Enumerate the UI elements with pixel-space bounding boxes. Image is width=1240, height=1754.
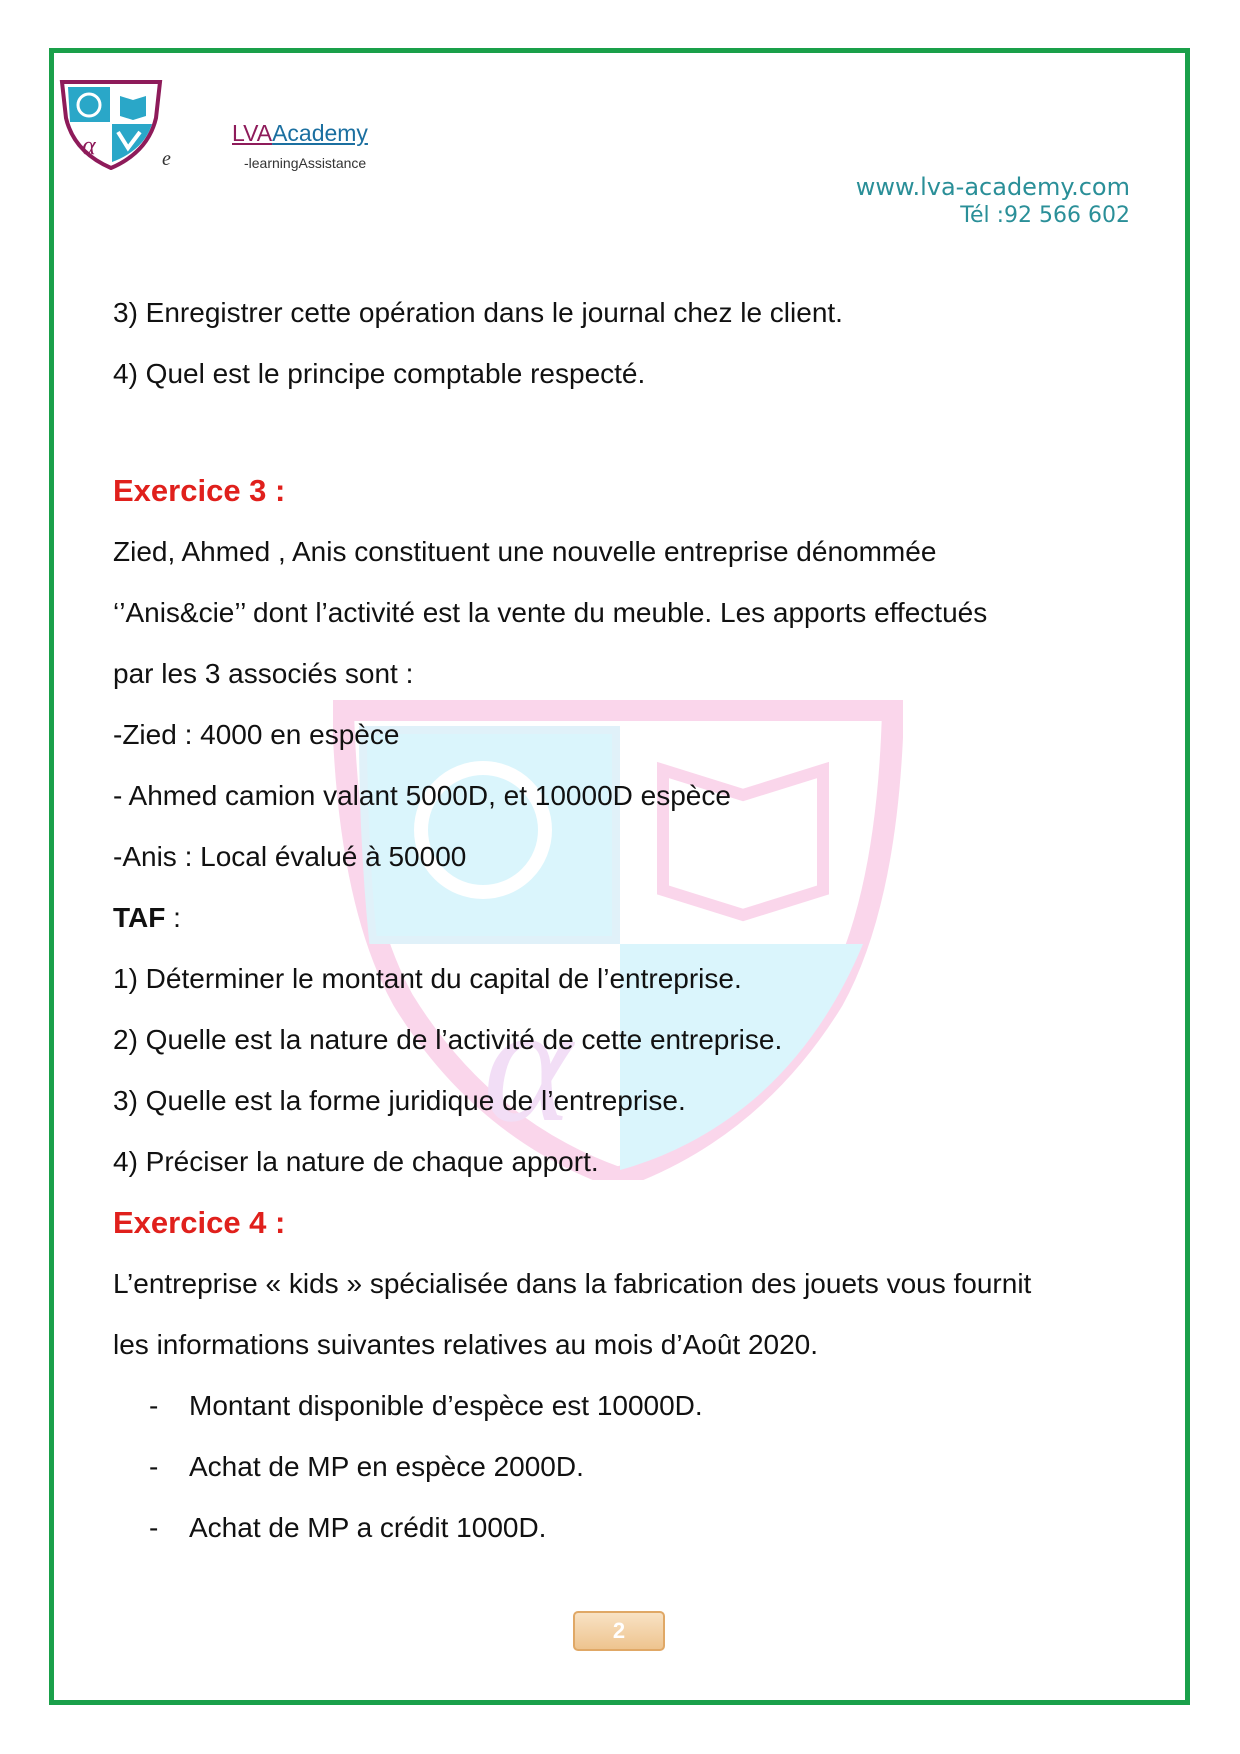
list-item-text: Montant disponible d’espèce est 10000D. (189, 1390, 703, 1421)
bullet-dash: - (149, 1451, 159, 1482)
brand-lva: LVA (232, 120, 273, 146)
taf-label: TAF (113, 902, 166, 933)
svg-text:α: α (483, 969, 573, 1157)
list-item-text: Achat de MP en espèce 2000D. (189, 1451, 584, 1482)
exercise-4-paragraph: les informations suivantes relatives au mois d’Août 2020. (113, 1329, 819, 1360)
taf-line (113, 887, 1133, 948)
website-url: www.lva-academy.com (855, 173, 1130, 201)
bullet-dash: - (149, 1390, 159, 1421)
taf-colon: : (165, 902, 181, 933)
exercise-3-question: 1) Déterminer le montant du capital de l’entreprise. (113, 963, 742, 994)
exercise-3-question: 3) Quelle est la forme juridique de l’entreprise. (113, 1085, 686, 1116)
logo-letter: e (162, 148, 171, 170)
phone-number: Tél :92 566 602 (960, 203, 1130, 228)
previous-question-3: 3) Enregistrer cette opération dans le journal chez le client. (113, 297, 843, 328)
bullet-dash: - (149, 1512, 159, 1543)
exercise-3-question: 2) Quelle est la nature de l’activité de cette entreprise. (113, 1024, 783, 1055)
exercise-4-title: Exercice 4 : (113, 1205, 286, 1240)
apport-line: -Zied : 4000 en espèce (113, 719, 400, 750)
apport-line: -Anis : Local évalué à 50000 (113, 841, 467, 872)
exercise-3-title: Exercice 3 : (113, 473, 286, 508)
exercise-3-paragraph: par les 3 associés sont : (113, 658, 414, 689)
contact-info (856, 172, 1130, 230)
list-item (113, 1497, 1133, 1558)
list-item-text: Achat de MP a crédit 1000D. (189, 1512, 547, 1543)
exercise-3-paragraph: ‘’Anis&cie’’ dont l’activité est la vente du meuble. Les apports effectués (113, 597, 988, 628)
brand-academy: Academy (272, 120, 368, 146)
document-body (113, 282, 1133, 1558)
exercise-3-question: 4) Préciser la nature de chaque apport. (113, 1146, 599, 1177)
list-item (113, 1375, 1133, 1436)
svg-text:α: α (82, 131, 96, 160)
exercise-3-paragraph: Zied, Ahmed , Anis constituent une nouvelle entreprise dénommée (113, 536, 937, 567)
apport-line: - Ahmed camion valant 5000D, et 10000D espèce (113, 780, 731, 811)
previous-question-4: 4) Quel est le principe comptable respecté. (113, 358, 646, 389)
lva-shield-logo (58, 78, 164, 170)
list-item (113, 1436, 1133, 1497)
brand-name (232, 120, 368, 147)
exercise-4-paragraph: L’entreprise « kids » spécialisée dans la fabrication des jouets vous fournit (113, 1268, 1032, 1299)
brand-subtitle: -learningAssistance (244, 155, 367, 171)
page-number: 2 (573, 1611, 665, 1651)
